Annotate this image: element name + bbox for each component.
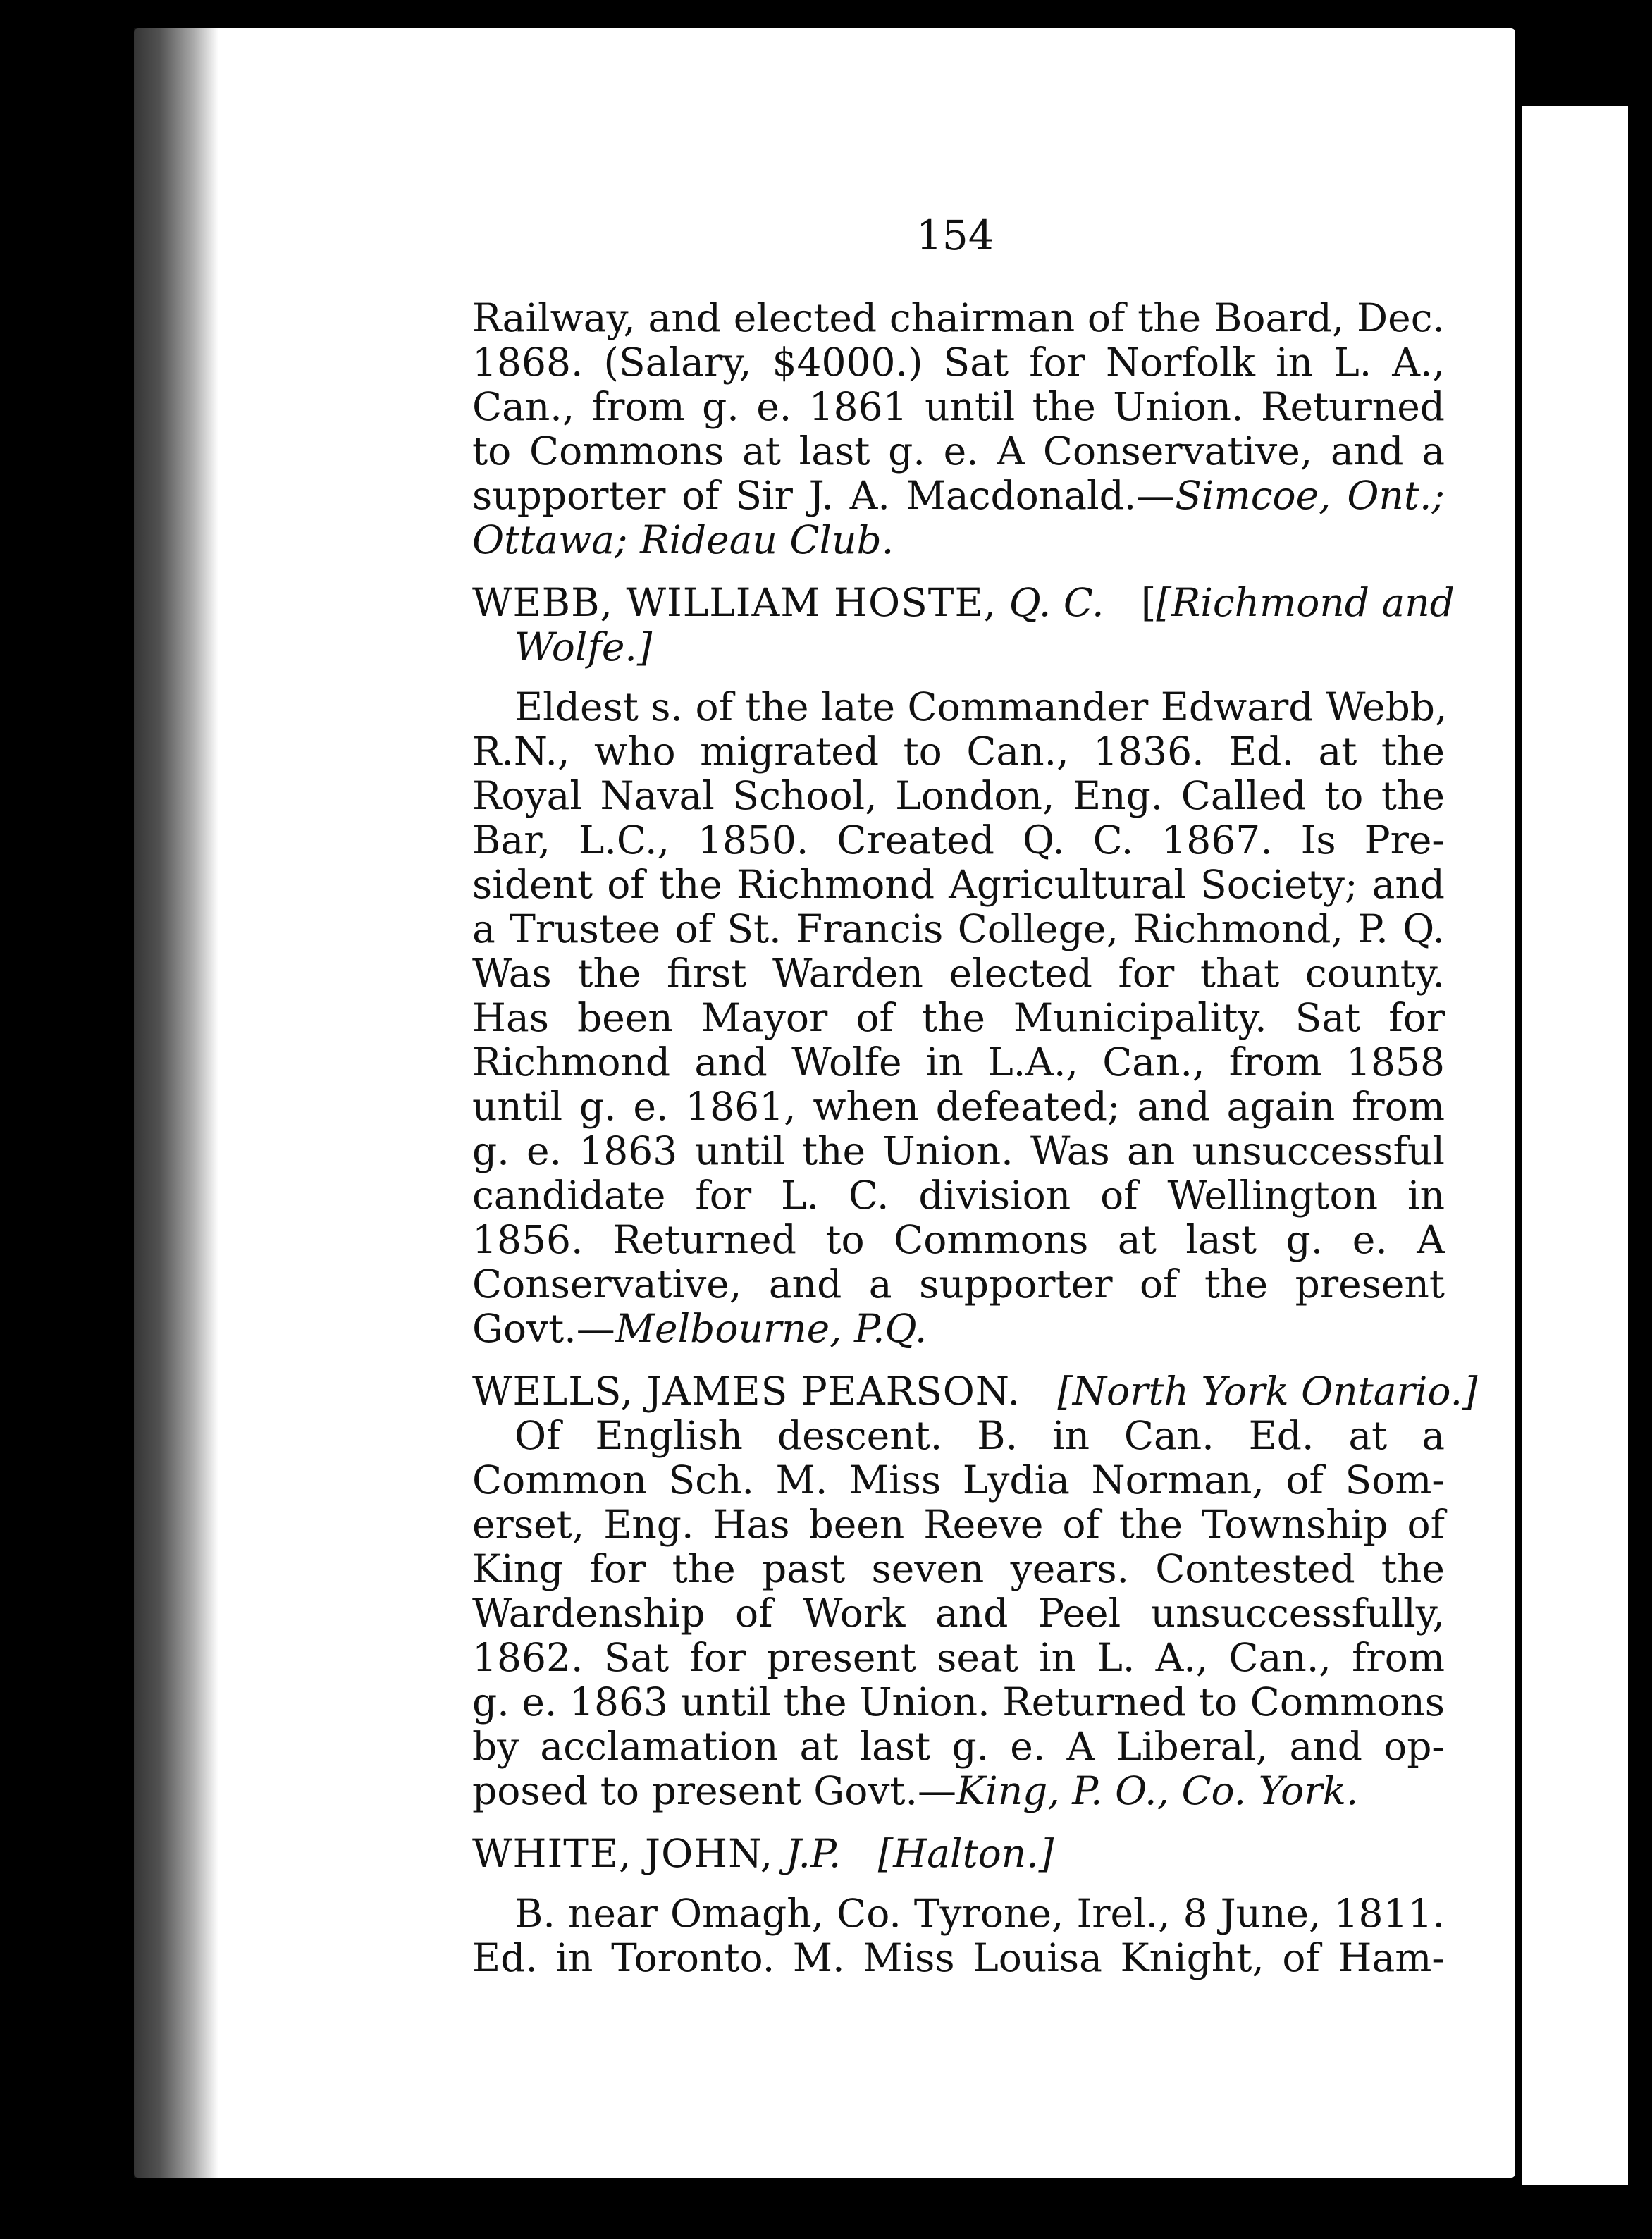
- text-line: Was the first Warden elected for that county.: [472, 951, 1445, 996]
- text-line: sident of the Richmond Agricultural Society; and: [472, 862, 1445, 907]
- text-line: Ottawa; Rideau Club.: [472, 517, 894, 562]
- text-line: 1856. Returned to Commons at last g. e. A: [472, 1217, 1445, 1262]
- text-line: Common Sch. M. Miss Lydia Norman, of Som-: [472, 1457, 1445, 1503]
- text-line: 1868. (Salary, $4000.) Sat for Norfolk in L. A.,: [472, 340, 1445, 385]
- page-text: [472, 295, 1478, 1980]
- text-line: 1862. Sat for present seat in L. A., Can., from: [472, 1635, 1445, 1680]
- text-line: Conservative, and a supporter of the present: [472, 1262, 1445, 1307]
- text-line: a Trustee of St. Francis College, Richmond, P. Q.: [472, 906, 1445, 951]
- text-line: g. e. 1863 until the Union. Returned to Commons: [472, 1679, 1445, 1725]
- text-line: candidate for L. C. division of Wellington in: [472, 1173, 1445, 1218]
- text-line: Ed. in Toronto. M. Miss Louisa Knight, of Ham-: [472, 1935, 1445, 1980]
- text-line: R.N., who migrated to Can., 1836. Ed. at the: [472, 729, 1445, 774]
- entry-heading-wells: WELLS, JAMES PEARSON. [North York Ontario.]: [472, 1369, 1478, 1414]
- entry-heading-white: WHITE, JOHN, J.P. [Halton.]: [472, 1831, 1054, 1876]
- entry-heading-webb: WEBB, WILLIAM HOSTE, Q. C. [[Richmond and: [472, 580, 1455, 625]
- text-line: Eldest s. of the late Commander Edward Webb,: [514, 684, 1448, 729]
- text-line: King for the past seven years. Contested the: [472, 1546, 1445, 1591]
- text-line: Railway, and elected chairman of the Board, Dec.: [472, 295, 1445, 340]
- text-line: Govt.—Melbourne, P.Q.: [472, 1306, 927, 1351]
- text-line: Of English descent. B. in Can. Ed. at a: [514, 1413, 1445, 1458]
- text-line: erset, Eng. Has been Reeve of the Township of: [472, 1502, 1445, 1547]
- text-line: to Commons at last g. e. A Conservative, and a: [472, 428, 1445, 474]
- text-line: Wardenship of Work and Peel unsuccessfully,: [472, 1591, 1445, 1636]
- text-line: posed to present Govt.—King, P. O., Co. York.: [472, 1768, 1359, 1813]
- text-line: by acclamation at last g. e. A Liberal, and op-: [472, 1724, 1445, 1769]
- text-line: until g. e. 1861, when defeated; and again from: [472, 1084, 1445, 1129]
- text-line: Richmond and Wolfe in L.A., Can., from 1858: [472, 1040, 1445, 1085]
- text-line: Can., from g. e. 1861 until the Union. Returned: [472, 384, 1445, 429]
- text-line: Has been Mayor of the Municipality. Sat for: [472, 995, 1445, 1040]
- text-line: Wolfe.]: [514, 624, 653, 670]
- text-line: B. near Omagh, Co. Tyrone, Irel., 8 June, 1811.: [514, 1891, 1445, 1936]
- page-number: 154: [916, 211, 994, 259]
- next-page-edge: [1522, 106, 1628, 2185]
- binding-shadow: [134, 28, 218, 2178]
- text-line: g. e. 1863 until the Union. Was an unsuccessful: [472, 1128, 1445, 1173]
- text-line: Bar, L.C., 1850. Created Q. C. 1867. Is Pre-: [472, 818, 1445, 863]
- text-line: supporter of Sir J. A. Macdonald.—Simcoe, Ont.;: [472, 473, 1445, 518]
- text-line: Royal Naval School, London, Eng. Called to the: [472, 773, 1445, 818]
